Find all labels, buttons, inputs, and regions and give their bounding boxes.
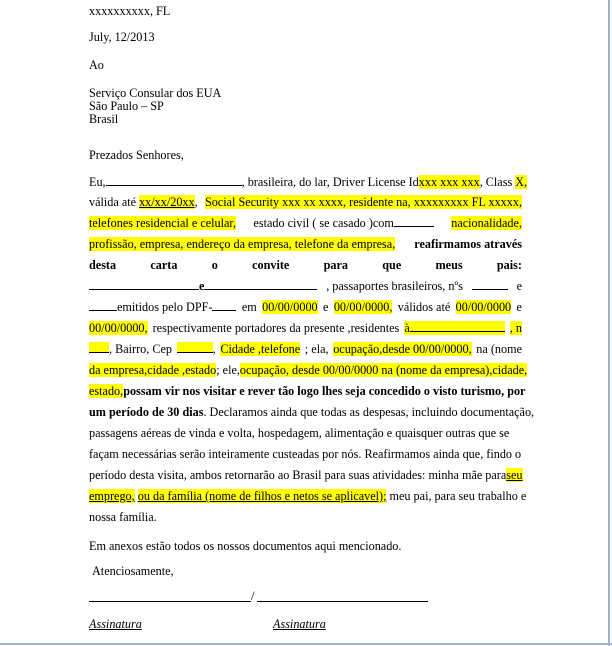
blank-field — [410, 321, 505, 332]
text-segment: e — [323, 300, 329, 314]
highlighted-text: Cidade ,telefone — [220, 342, 301, 356]
frame-border-bottom — [0, 643, 612, 645]
blank-field — [89, 300, 117, 311]
text-segment: em — [241, 300, 257, 314]
text-segment — [480, 175, 527, 189]
blank-field — [89, 342, 109, 353]
text-segment: na (nome — [476, 342, 522, 356]
blank-field — [472, 279, 508, 290]
highlighted-text: , n — [509, 321, 522, 335]
highlighted-text: profissão, empresa, endereço da empresa, telefone da empresa, — [89, 237, 396, 251]
highlighted-text: ou da família (nome de filhos e netos se aplicavel); — [137, 489, 387, 503]
highlighted-text: Social Security xxx xx xxxx, residente na, xxxxxxxxx FL xxxxx, — [204, 195, 522, 209]
text-segment: e — [516, 300, 522, 314]
body-line-9 — [89, 342, 522, 356]
body-line-2 — [89, 195, 522, 209]
addressee-line-2: São Paulo – SP — [89, 99, 164, 113]
blank-field — [106, 175, 242, 186]
body-line-12 — [89, 405, 534, 419]
highlighted-text: estado, — [89, 384, 124, 398]
highlighted-text: 00/00/0000 — [262, 300, 318, 314]
blank-field — [89, 279, 199, 290]
text-segment — [89, 279, 317, 293]
word: convite — [252, 258, 290, 272]
word: desta — [89, 258, 117, 272]
body-line-15 — [89, 468, 522, 482]
highlighted-text: 00/00/0000, — [89, 321, 148, 335]
body-line-16 — [89, 489, 526, 503]
body-line-5 — [89, 258, 522, 272]
text-segment: , — [212, 342, 216, 356]
word: meus — [435, 258, 463, 272]
text-segment: possam vir nos visitar e rever tão logo lhes seja concedido o visto turismo, por — [123, 384, 526, 398]
highlighted-text: nacionalidade, — [451, 216, 522, 230]
text-segment: , — [194, 195, 198, 209]
text-segment: estado civil ( se casado )com — [253, 216, 394, 230]
text-segment: período desta visita, ambos retornarão ao Brasil para suas atividades: minha mãe para — [89, 468, 507, 482]
text-segment — [253, 216, 433, 230]
signature-label-left: Assinatura — [89, 617, 142, 631]
highlighted-text: X, — [515, 175, 528, 189]
highlighted-text: da empresa,cidade ,estado — [89, 363, 217, 377]
blank-field — [177, 342, 213, 353]
highlighted-text: seu — [506, 468, 523, 482]
blank-field — [212, 300, 236, 311]
date-line: July, 12/2013 — [89, 30, 155, 44]
text-segment — [89, 175, 242, 189]
attachments-note: Em anexos estão todos os nossos documentos aqui mencionado. — [89, 539, 402, 553]
text-segment: ; ele, — [216, 363, 240, 377]
highlighted-text: ocupação,desde 00/00/0000, — [333, 342, 472, 356]
text-segment: reafirmamos através — [414, 237, 522, 251]
text-segment: meu pai, para seu trabalho e — [389, 489, 527, 503]
blank-field — [204, 279, 317, 290]
text-segment: , Class — [479, 175, 513, 189]
word: o — [211, 258, 218, 272]
text-segment: válida até — [89, 195, 137, 209]
frame-border-right — [608, 0, 610, 646]
salutation: Prezados Senhores, — [89, 148, 184, 162]
highlighted-text: xxx xxx xxx — [418, 175, 480, 189]
highlighted-text: ocupação, desde 00/00/0000 na (nome da empresa),cidade, — [239, 363, 528, 377]
highlighted-text: 00/00/0000, — [333, 300, 393, 314]
signature-label-right: Assinatura — [273, 617, 326, 631]
text-segment: . Declaramos ainda que todas as despesas, incluindo documentação, — [203, 405, 535, 419]
text-segment: ; ela, — [304, 342, 329, 356]
word: para — [323, 258, 348, 272]
body-line-6 — [89, 279, 522, 293]
word: pais: — [496, 258, 522, 272]
body-line-11 — [89, 384, 526, 398]
word: carta — [150, 258, 178, 272]
text-segment: , brasileira, do lar, Driver License Id — [241, 175, 419, 189]
text-segment: emitidos pelo DPF- — [117, 300, 213, 314]
text-segment: e — [199, 279, 205, 293]
body-line-13: passagens aéreas de vinda e volta, hospedagem, alimentação e quaisquer outras que se — [89, 426, 510, 440]
text-segment: , Bairro, Cep — [109, 342, 172, 356]
highlighted-text: xx/xx/20xx — [139, 195, 195, 209]
highlighted-text — [404, 321, 504, 335]
text-segment — [89, 300, 236, 314]
signature-line-right — [257, 601, 428, 602]
location-line: xxxxxxxxxx, FL — [89, 4, 171, 18]
body-line-7 — [89, 300, 522, 314]
text-segment: e — [516, 279, 522, 293]
text-segment: respectivamente portadores da presente ,residentes — [152, 321, 400, 335]
text-segment: Eu, — [89, 175, 106, 189]
addressee-line-3: Brasil — [89, 112, 119, 126]
signature-line-left — [89, 601, 251, 602]
signature-separator: / — [251, 588, 255, 603]
body-line-3 — [89, 216, 522, 230]
body-line-1 — [89, 175, 528, 189]
closing: Atenciosamente, — [92, 564, 174, 578]
text-segment — [177, 342, 216, 356]
addressee-line-1: Serviço Consular dos EUA — [89, 86, 222, 100]
highlighted-text: emprego, — [89, 489, 135, 503]
blank-field — [394, 216, 434, 227]
word: que — [382, 258, 402, 272]
text-segment — [89, 342, 172, 356]
addressee-to: Ao — [89, 58, 104, 72]
text-segment: válidos até — [397, 300, 451, 314]
text-segment: à — [404, 321, 410, 335]
body-line-4 — [89, 237, 522, 251]
body-line-17: nossa família. — [89, 510, 157, 524]
text-segment: um período de 30 dias — [89, 405, 204, 419]
body-line-10 — [89, 363, 528, 377]
body-line-14: façam necessárias serão inteiramente custeadas por nós. Reafirmamos ainda que, findo o — [89, 447, 522, 461]
highlighted-text: 00/00/0000 — [455, 300, 512, 314]
highlighted-text: telefones residencial e celular, — [89, 216, 237, 230]
text-segment: , passaportes brasileiros, nºs — [326, 279, 464, 293]
text-segment — [89, 195, 198, 209]
body-line-8 — [89, 321, 522, 335]
